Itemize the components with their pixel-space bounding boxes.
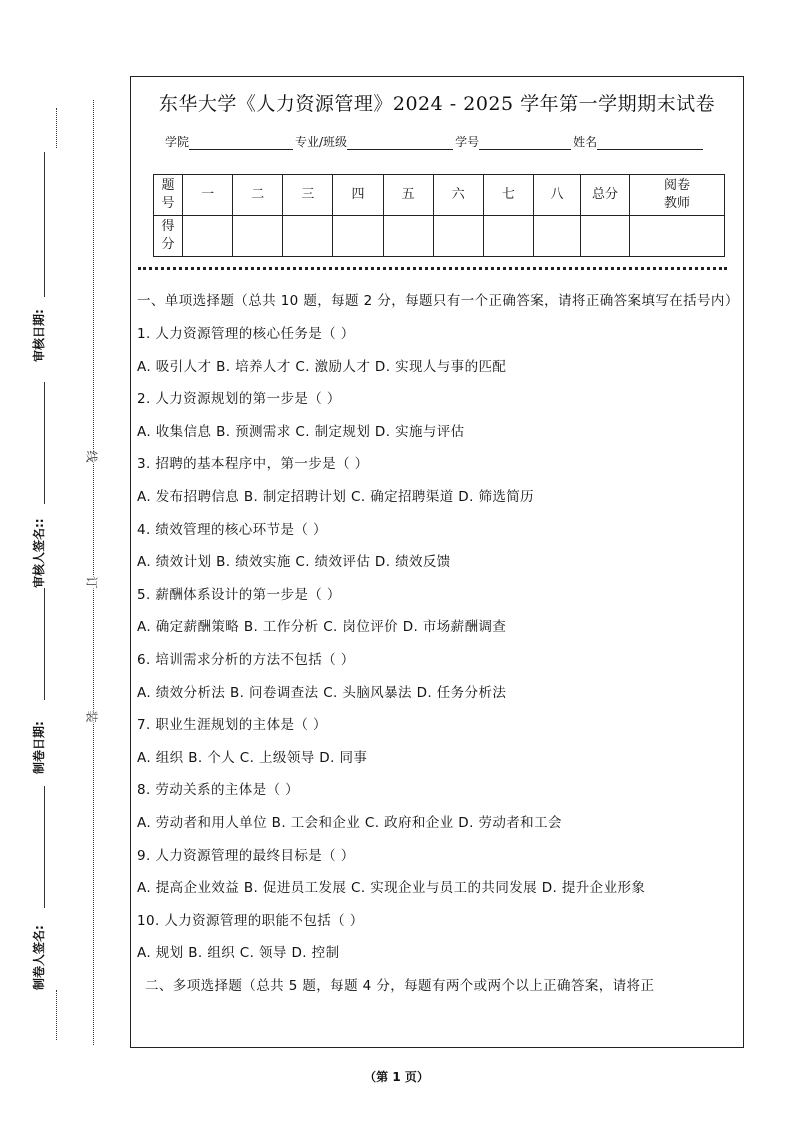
college-field[interactable] (189, 135, 293, 150)
options: A. 绩效计划 B. 绩效实施 C. 绩效评估 D. 绩效反馈 (137, 554, 451, 571)
margin-dots-top (56, 108, 57, 148)
question: 4. 绩效管理的核心环节是（ ） (137, 521, 327, 538)
dotted-separator (138, 267, 727, 270)
maker-date-label: 制卷日期: (32, 721, 46, 774)
name-label: 姓名 (573, 135, 598, 149)
table-cell: 八 (534, 175, 581, 216)
major-field[interactable] (347, 135, 453, 150)
score-cell[interactable] (183, 216, 233, 257)
table-cell: 七 (483, 175, 533, 216)
question: 8. 劳动关系的主体是（ ） (137, 782, 300, 799)
maker-sign-blank (44, 786, 45, 908)
section1-heading: 一、单项选择题（总共 10 题，每题 2 分，每题只有一个正确答案，请将正确答案填写在括号内） (137, 293, 739, 309)
score-cell[interactable] (383, 216, 433, 257)
score-cell[interactable] (534, 216, 581, 257)
options: A. 规划 B. 组织 C. 领导 D. 控制 (137, 945, 340, 962)
reviewer-sign-label: 审核人签名:: (32, 518, 46, 588)
review-date-label: 审核日期: (32, 309, 46, 362)
question: 3. 招聘的基本程序中，第一步是（ ） (137, 456, 369, 473)
score-cell[interactable] (630, 216, 725, 257)
question: 5. 薪酬体系设计的第一步是（ ） (137, 586, 341, 603)
table-cell: 五 (383, 175, 433, 216)
exam-title: 东华大学《人力资源管理》2024 - 2025 学年第一学期期末试卷 (158, 93, 716, 115)
section2-heading: 二、多项选择题（总共 5 题，每题 4 分，每题有两个或两个以上正确答案，请将正 (145, 977, 655, 994)
table-cell: 二 (233, 175, 283, 216)
table-cell: 一 (183, 175, 233, 216)
major-label: 专业/班级 (295, 135, 348, 149)
page-number: （第 1 页） (364, 1070, 429, 1084)
options: A. 吸引人才 B. 培养人才 C. 激励人才 D. 实现人与事的匹配 (137, 358, 507, 375)
question: 10. 人力资源管理的职能不包括（ ） (137, 912, 364, 929)
exam-content (137, 291, 737, 1008)
exam-frame (130, 76, 744, 1048)
question: 6. 培训需求分析的方法不包括（ ） (137, 651, 355, 668)
student-id-field[interactable] (479, 135, 571, 150)
table-cell: 题 号 (154, 175, 183, 216)
table-cell: 三 (283, 175, 333, 216)
student-info-row (165, 133, 705, 150)
line-char: 线 (84, 450, 99, 463)
score-header-row (154, 175, 725, 216)
table-cell: 得 分 (154, 216, 183, 257)
options: A. 劳动者和用人单位 B. 工会和企业 C. 政府和企业 D. 劳动者和工会 (137, 814, 562, 831)
table-cell: 总分 (581, 175, 630, 216)
seal-char: 装 (84, 710, 99, 723)
score-cell[interactable] (233, 216, 283, 257)
score-table (153, 174, 725, 257)
maker-date-blank (44, 588, 45, 700)
margin-dots-bottom (56, 990, 57, 1040)
bind-char: 订 (84, 576, 99, 589)
name-field[interactable] (597, 135, 703, 150)
student-id-label: 学号 (455, 135, 480, 149)
score-cell[interactable] (433, 216, 483, 257)
table-cell: 阅卷 教师 (630, 175, 725, 216)
table-cell: 四 (333, 175, 383, 216)
college-label: 学院 (165, 135, 190, 149)
score-cell[interactable] (483, 216, 533, 257)
options: A. 收集信息 B. 预测需求 C. 制定规划 D. 实施与评估 (137, 423, 465, 440)
options: A. 提高企业效益 B. 促进员工发展 C. 实现企业与员工的共同发展 D. 提升企业形象 (137, 880, 646, 897)
maker-sign-label: 制卷人签名: (32, 925, 46, 990)
question: 7. 职业生涯规划的主体是（ ） (137, 717, 327, 734)
score-value-row (154, 216, 725, 257)
score-cell[interactable] (581, 216, 630, 257)
table-cell: 六 (433, 175, 483, 216)
question: 9. 人力资源管理的最终目标是（ ） (137, 847, 355, 864)
question: 2. 人力资源规划的第一步是（ ） (137, 391, 341, 408)
review-date-blank (44, 152, 45, 297)
question: 1. 人力资源管理的核心任务是（ ） (137, 326, 355, 342)
binding-dotted-line (93, 100, 94, 1045)
options: A. 发布招聘信息 B. 制定招聘计划 C. 确定招聘渠道 D. 筛选简历 (137, 488, 535, 505)
score-cell[interactable] (333, 216, 383, 257)
score-cell[interactable] (283, 216, 333, 257)
options: A. 组织 B. 个人 C. 上级领导 D. 同事 (137, 749, 368, 766)
options: A. 确定薪酬策略 B. 工作分析 C. 岗位评价 D. 市场薪酬调查 (137, 619, 507, 636)
reviewer-sign-blank (44, 382, 45, 504)
options: A. 绩效分析法 B. 问卷调查法 C. 头脑风暴法 D. 任务分析法 (137, 684, 507, 701)
